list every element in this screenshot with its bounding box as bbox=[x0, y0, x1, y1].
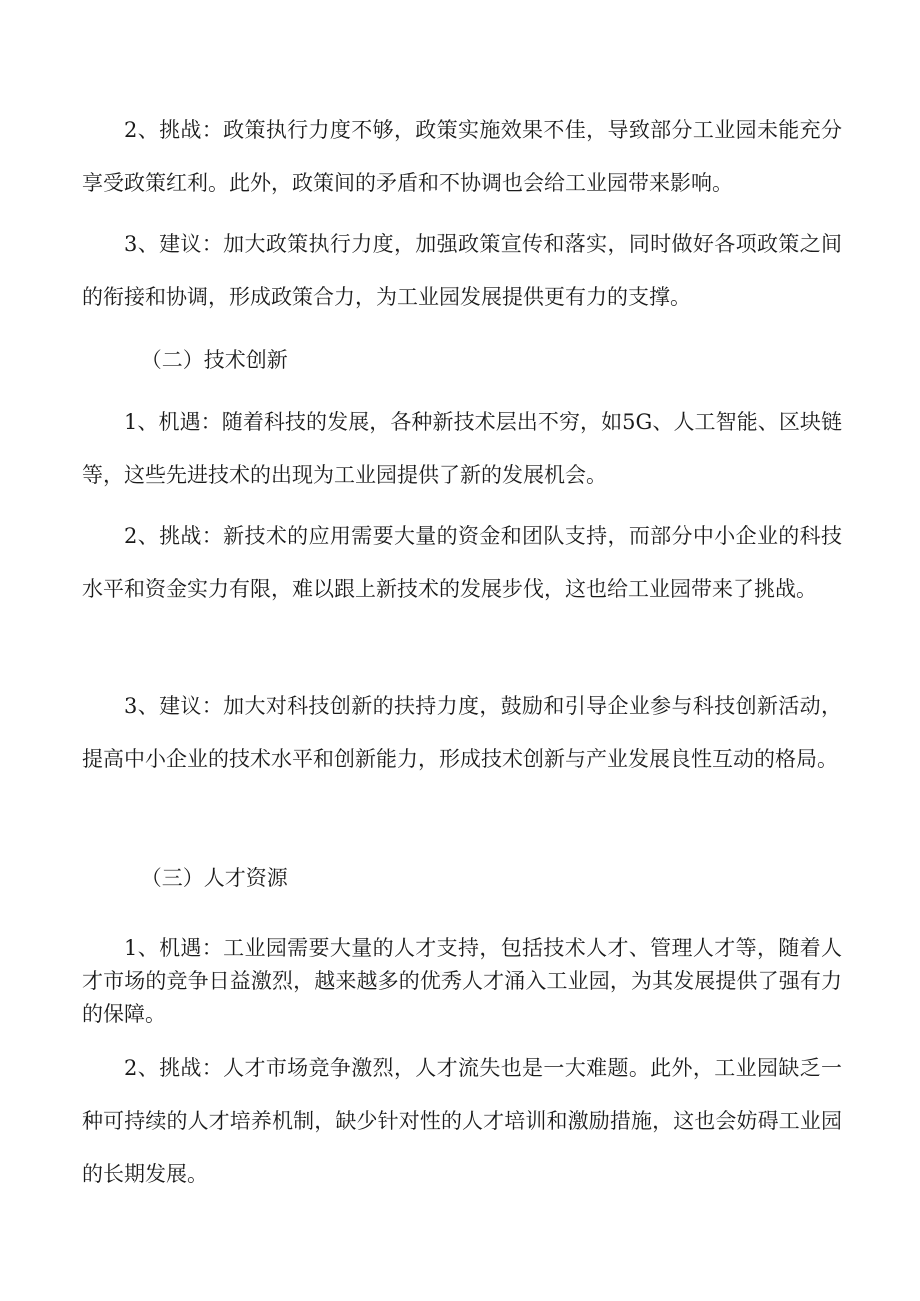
section-heading-talent: （三）人才资源 bbox=[140, 866, 288, 890]
paragraph-talent-opportunity: 1、机遇：工业园需要大量的人才支持，包括技术人才、管理人才等，随着人才市场的竞争日益激烈，越来越多的优秀人才涌入工业园，为其发展提供了强有力的保障。 bbox=[82, 936, 842, 1026]
paragraph-talent-challenge: 2、挑战：人才市场竞争激烈，人才流失也是一大难题。此外，工业园缺乏一种可持续的人才培养机制，缺少针对性的人才培训和激励措施，这也会妨碍工业园的长期发展。 bbox=[82, 1056, 842, 1186]
section-heading-tech-innovation: （二）技术创新 bbox=[140, 348, 288, 372]
paragraph-tech-opportunity: 1、机遇：随着科技的发展，各种新技术层出不穷，如5G、人工智能、区块链等，这些先进技术的出现为工业园提供了新的发展机会。 bbox=[82, 410, 842, 487]
paragraph-tech-challenge: 2、挑战：新技术的应用需要大量的资金和团队支持，而部分中小企业的科技水平和资金实力有限，难以跟上新技术的发展步伐，这也给工业园带来了挑战。 bbox=[82, 524, 842, 601]
paragraph-policy-suggestion: 3、建议：加大政策执行力度，加强政策宣传和落实，同时做好各项政策之间的衔接和协调，形成政策合力，为工业园发展提供更有力的支撑。 bbox=[82, 232, 842, 309]
paragraph-policy-challenge: 2、挑战：政策执行力度不够，政策实施效果不佳，导致部分工业园未能充分享受政策红利。此外，政策间的矛盾和不协调也会给工业园带来影响。 bbox=[82, 118, 842, 195]
paragraph-tech-suggestion: 3、建议：加大对科技创新的扶持力度，鼓励和引导企业参与科技创新活动，提高中小企业的技术水平和创新能力，形成技术创新与产业发展良性互动的格局。 bbox=[82, 694, 842, 771]
